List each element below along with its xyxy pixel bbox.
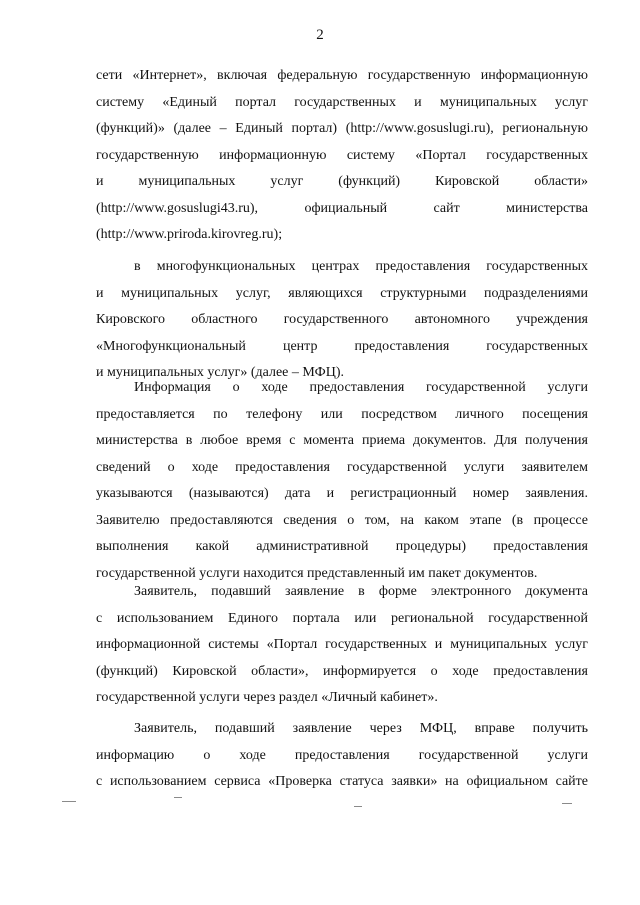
- text-line: «Многофункциональный центр предоставления государственных: [96, 338, 588, 354]
- text-line: информационной системы «Портал государственных и муниципальных услуг: [96, 637, 588, 652]
- text-line: (функций)» (далее – Единый портал) (http://www.gosuslugi.ru), региональную: [96, 121, 588, 136]
- text-line: сети «Интернет», включая федеральную государственную информационную: [96, 68, 588, 83]
- text-line: министерства в любое время с момента приема документов. Для получения: [96, 433, 588, 448]
- text-line: Кировского областного государственного автономного учреждения: [96, 312, 588, 327]
- text-line: с использованием Единого портала или региональной государственной: [96, 610, 588, 626]
- text-line: государственной услуги находится представленный им пакет документов.: [96, 565, 538, 581]
- text-line: (http://www.gosuslugi43.ru), официальный сайт министерства: [96, 200, 588, 216]
- text-line: (функций) Кировской области», информируется о ходе предоставления: [96, 663, 588, 679]
- text-line: государственную информационную систему «Портал государственных: [96, 147, 588, 163]
- scan-artifact: [62, 801, 76, 802]
- text-line: и муниципальных услуг» (далее – МФЦ).: [96, 365, 344, 380]
- text-line: сведений о ходе предоставления государственной услуги заявителем: [96, 459, 588, 475]
- scan-artifact: [562, 803, 572, 804]
- text-line: Заявитель, подавший заявление через МФЦ, вправе получить: [134, 721, 588, 736]
- text-line: Заявитель, подавший заявление в форме электронного документа: [134, 584, 588, 599]
- text-line: государственной услуги через раздел «Личный кабинет».: [96, 690, 438, 705]
- text-line: (http://www.priroda.kirovreg.ru);: [96, 227, 283, 242]
- scan-artifact: [354, 806, 362, 807]
- text-line: систему «Единый портал государственных и муниципальных услуг: [96, 94, 588, 110]
- text-line: Заявителю предоставляются сведения о том, на каком этапе (в процессе: [96, 512, 588, 528]
- text-line: Информация о ходе предоставления государственной услуги: [134, 380, 588, 395]
- text-line: указываются (называются) дата и регистрационный номер заявления.: [96, 486, 588, 501]
- text-line: выполнения какой административной процедуры) предоставления: [96, 539, 588, 554]
- text-line: с использованием сервиса «Проверка статуса заявки» на официальном сайте: [96, 774, 588, 789]
- text-line: предоставляется по телефону или посредством личного посещения: [96, 406, 588, 422]
- text-line: информацию о ходе предоставления государственной услуги: [96, 747, 588, 763]
- text-line: и муниципальных услуг, являющихся структурными подразделениями: [96, 285, 588, 301]
- page-number: 2: [316, 27, 324, 43]
- text-line: в многофункциональных центрах предоставления государственных: [134, 259, 588, 274]
- text-line: и муниципальных услуг (функций) Кировской области»: [96, 174, 588, 189]
- scan-artifact: [174, 797, 182, 798]
